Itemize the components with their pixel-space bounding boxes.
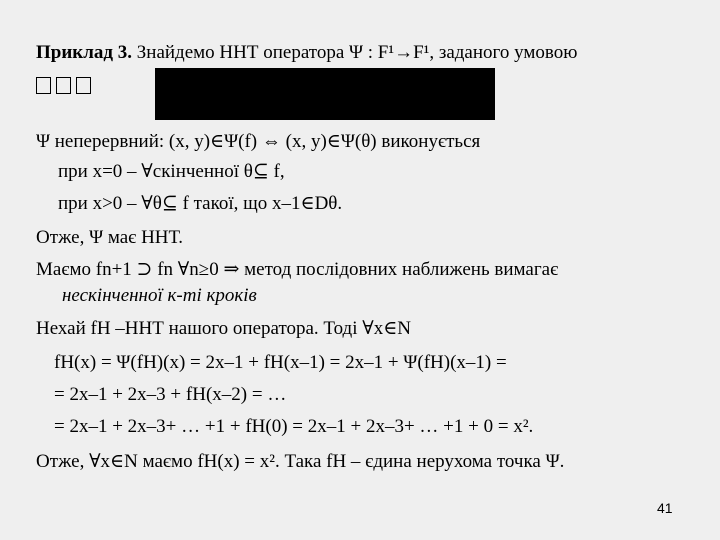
iteration-statement: Маємо fn+1 ⊃ fn ∀n≥0 ⇒ метод послідовних наближень вимагає (36, 259, 559, 280)
case-x-zero: при x=0 – ∀скінченної θ⊆ f, (58, 161, 285, 182)
redacted-formula-box (155, 68, 495, 120)
derivation-step-3: = 2x–1 + 2x–3+ … +1 + fH(0) = 2x–1 + 2x–3+ … +1 + 0 = x². (54, 416, 534, 437)
example-title (36, 42, 577, 64)
let-fixpoint: Нехай fH –ННТ нашого оператора. Тоді ∀x∈N (36, 318, 412, 339)
derivation-step-2: = 2x–1 + 2x–3 + fH(x–2) = … (54, 384, 287, 405)
example-statement: Знайдемо ННТ оператора Ψ : F¹→F¹, заданого умовою (136, 42, 578, 63)
continuity-line: Ψ неперервний: (x, y)∈Ψ(f) ⇔ (x, y)∈Ψ(θ) виконується (36, 131, 481, 152)
missing-glyphs (36, 76, 96, 98)
missing-glyph-icon (36, 77, 51, 94)
derivation-step-1: fH(x) = Ψ(fH)(x) = 2x–1 + fH(x–1) = 2x–1 + Ψ(fH)(x–1) = (54, 352, 507, 373)
case-x-positive: при x>0 – ∀θ⊆ f такої, що x–1∈Dθ. (58, 193, 343, 214)
example-label: Приклад 3. (36, 42, 133, 63)
page-number: 41 (657, 500, 673, 516)
missing-glyph-icon (56, 77, 71, 94)
final-conclusion: Отже, ∀x∈N маємо fH(x) = x². Така fH – єдина нерухома точка Ψ. (36, 451, 565, 472)
conclusion-has-lfp: Отже, Ψ має ННТ. (36, 227, 183, 248)
infinite-steps: нескінченної к-ті кроків (62, 285, 257, 306)
missing-glyph-icon (76, 77, 91, 94)
